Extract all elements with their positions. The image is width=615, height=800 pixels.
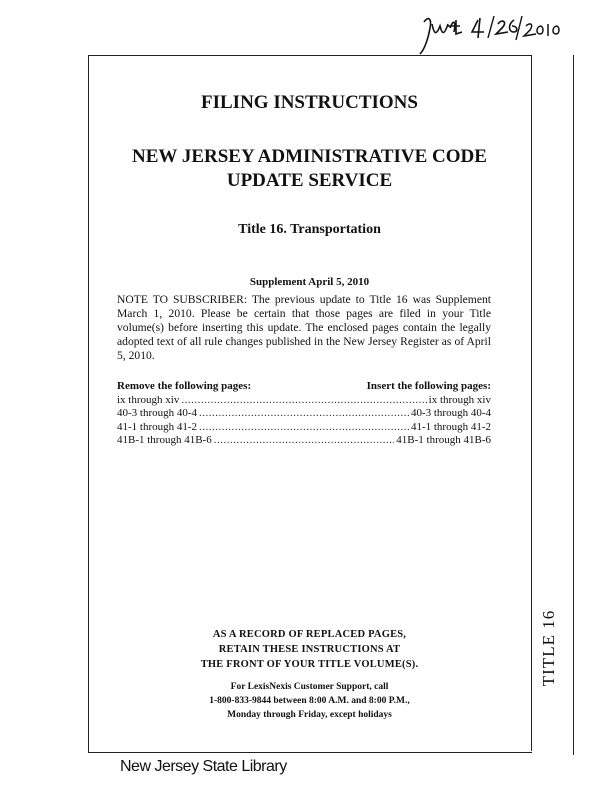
insert-pages: 41-1 through 41-2: [410, 420, 491, 433]
library-stamp: New Jersey State Library: [120, 758, 287, 775]
leader-dots: [214, 434, 395, 448]
table-row: [117, 394, 491, 408]
support-line-3: Monday through Friday, except holidays: [227, 710, 392, 720]
remove-header: Remove the following pages:: [117, 380, 252, 392]
support-line-2: 1-800-833-9844 between 8:00 A.M. and 8:00 P.M.,: [209, 696, 410, 706]
remove-pages: 40-3 through 40-4: [117, 407, 198, 419]
table-row: [117, 407, 491, 421]
support-line-1: For LexisNexis Customer Support, call: [230, 682, 389, 692]
retain-line-1: AS A RECORD OF REPLACED PAGES,: [212, 629, 407, 640]
customer-support: [88, 680, 531, 722]
code-title-line-2: UPDATE SERVICE: [226, 170, 393, 191]
retain-line-3: THE FRONT OF YOUR TITLE VOLUME(S).: [200, 659, 419, 670]
supplement-date: Supplement April 5, 2010: [249, 276, 370, 288]
remove-pages: 41B-1 through 41B-6: [117, 434, 212, 446]
insert-pages: 40-3 through 40-4: [410, 407, 491, 419]
side-tab-label: TITLE 16: [539, 609, 558, 687]
code-title-line-1: NEW JERSEY ADMINISTRATIVE CODE: [132, 146, 487, 167]
leader-dots: [181, 394, 426, 408]
page-title: FILING INSTRUCTIONS: [201, 92, 418, 113]
code-title: [88, 145, 531, 193]
remove-pages: ix through xiv: [117, 393, 180, 406]
table-row: [117, 434, 491, 448]
table-row: [117, 421, 491, 435]
pages-table-header: [117, 380, 491, 394]
retain-instructions: [88, 627, 531, 672]
retain-line-2: RETAIN THESE INSTRUCTIONS AT: [218, 644, 401, 655]
leader-dots: [199, 407, 409, 421]
insert-pages: ix through xiv: [428, 393, 491, 406]
insert-pages: 41B-1 through 41B-6: [396, 434, 491, 446]
title-number: Title 16. Transportation: [238, 222, 381, 237]
insert-header: Insert the following pages:: [366, 380, 491, 392]
leader-dots: [199, 421, 409, 435]
tab-edge-line: [573, 55, 574, 755]
subscriber-note: NOTE TO SUBSCRIBER: The previous update to Title 16 was Supplement March 1, 2010. Please be certain that those pages are filed in your Title volume(s) before inserting this update. The enclosed pages contain the legally adopted text of all rule changes published in the New Jersey Register as of April 5, 2010.: [117, 293, 491, 362]
tab-divider-line: [531, 55, 532, 751]
remove-pages: 41-1 through 41-2: [117, 420, 198, 433]
pages-table: [117, 380, 491, 448]
